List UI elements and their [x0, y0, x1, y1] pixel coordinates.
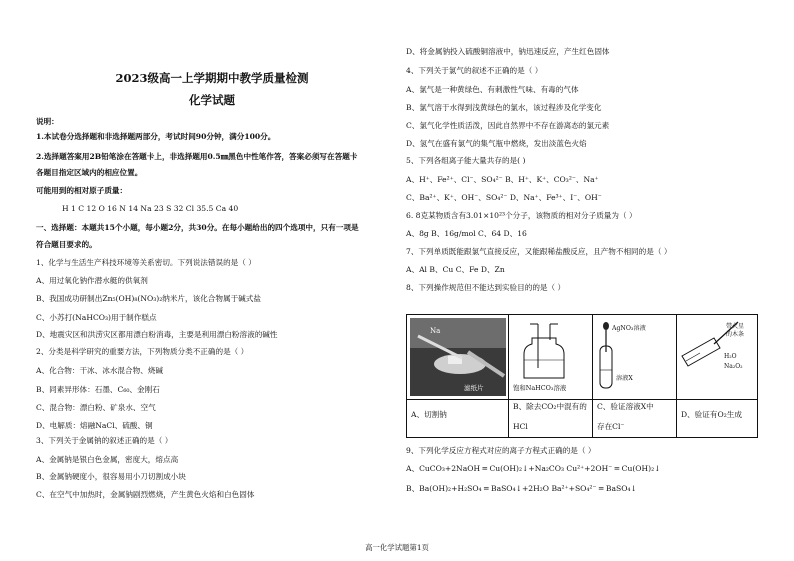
sodium-label: Na	[430, 327, 441, 335]
question-3-option-b: B、金属钠硬度小，很容易用小刀切割成小块	[36, 472, 186, 481]
note-1: 1.本试卷分选择题和非选择题两部分，考试时间90分钟，满分100分。	[36, 132, 276, 141]
question-4-option-c: C、氯气化学性质活泼，因此自然界中不存在游离态的氯元素	[406, 121, 610, 130]
page-footer: 高一化学试题第1页	[365, 543, 429, 552]
table-column-b	[509, 315, 593, 437]
question-1: 1、化学与生活生产科技环境等关系密切。下列说法错误的是（ ）	[36, 258, 256, 267]
atomic-masses: H 1 C 12 O 16 N 14 Na 23 S 32 Cl 35.5 Ca 40	[62, 204, 239, 213]
question-2-option-c: C、混合物：漂白粉、矿泉水、空气	[36, 403, 156, 412]
question-2-option-d: D、电解质：熔融NaCl、硫酸、铜	[36, 421, 153, 430]
question-6: 6. 8克某物质含有3.01×10²³个分子，该物质的相对分子质量为（ ）	[406, 211, 637, 220]
question-3-option-a: A、金属钠是银白色金属，密度大，熔点高	[36, 455, 179, 464]
question-5-options-ab: A、H⁺、Fe²⁺、Cl⁻、SO₄²⁻ B、H⁺、K⁺、CO₃²⁻、Na⁺	[406, 175, 599, 184]
sodium-peroxide-label: Na₂O₂	[724, 363, 743, 370]
question-9-option-b: B、Ba(OH)₂+H₂SO₄ ═ BaSO₄↓+2H₂O Ba²⁺+SO₄²⁻ ═ BaSO₄↓	[406, 484, 637, 493]
nahco3-solution-label: 饱和NaHCO₃溶液	[513, 384, 567, 392]
question-3: 3、下列关于金属钠的叙述正确的是（ ）	[36, 436, 173, 445]
silver-nitrate-label: AgNO₃溶液	[612, 325, 646, 332]
note-2a: 2.选择题答案用2B铅笔涂在答题卡上，非选择题用0.5㎜黑色中性笔作答，答案必须写在答题卡	[36, 152, 358, 161]
question-5: 5、下列各组离子能大量共存的是( )	[406, 156, 526, 165]
gas-washing-bottle-diagram	[510, 316, 592, 398]
question-5-options-cd: C、Ba²⁺、K⁺、OH⁻、SO₄²⁻ D、Na⁺、Fe³⁺、I⁻、OH⁻	[406, 193, 602, 202]
oxygen-test-diagram	[678, 316, 756, 398]
question-1-option-c: C、小苏打(NaHCO₃)用于制作糕点	[36, 313, 157, 322]
filter-paper-label: 滤纸片	[464, 384, 484, 392]
question-7: 7、下列单质既能跟氯气直接反应，又能跟稀盐酸反应，且产物不相同的是（ ）	[406, 247, 672, 256]
question-4-option-d: D、氢气在盛有氯气的集气瓶中燃烧，发出淡蓝色火焰	[406, 139, 587, 148]
solution-x-label: 溶液X	[616, 375, 633, 382]
question-4-option-a: A、氯气是一种黄绿色、有刺激性气味、有毒的气体	[406, 85, 579, 94]
water-label: H₂O	[724, 353, 737, 360]
question-3-option-c: C、在空气中加热时，金属钠剧烈燃烧，产生黄色火焰和白色固体	[36, 490, 255, 499]
question-2-option-a: A、化合物：干冰、冰水混合物、烧碱	[36, 366, 163, 375]
caption-d: D、验证有O₂生成	[681, 410, 742, 419]
caption-c-line1: C、验证溶液X中	[597, 402, 654, 411]
dropper-test-tube-diagram	[594, 316, 676, 398]
notes-label: 说明：	[36, 117, 59, 126]
section-1-header-a: 一、选择题：本题共15个小题，每小题2分，共30分。在每小题给出的四个选项中，只有一项是	[36, 223, 359, 232]
question-2-option-b: B、同素异形体：石墨、C₆₀、金刚石	[36, 385, 160, 394]
question-8-table	[406, 314, 758, 438]
mass-label: 可能用到的相对原子质量：	[36, 186, 128, 195]
question-6-options: A、8g B、16g/mol C、64 D、16	[406, 229, 527, 238]
question-3-option-d: D、将金属钠投入硫酸铜溶液中，钠迅速反应，产生红色固体	[406, 47, 610, 56]
table-column-c	[593, 315, 677, 437]
question-8: 8、下列操作规范但不能达到实验目的的是（ ）	[406, 283, 566, 292]
section-1-header-b: 符合题目要求的。	[36, 240, 97, 249]
question-9-option-a: A、CuCO₃+2NaOH ═ Cu(OH)₂↓+Na₂CO₃ Cu²⁺+2OH⁻ ═ Cu(OH)₂↓	[406, 464, 661, 473]
caption-b-line2: HCl	[513, 422, 528, 431]
question-9: 9、下列化学反应方程式对应的离子方程式正确的是（ ）	[406, 446, 596, 455]
note-2b: 各题目指定区域内的相应位置。	[36, 168, 143, 177]
question-1-option-b: B、我国成功研制出Zn₅(OH)₈(NO₃)₂纳米片，该化合物属于碱式盐	[36, 294, 261, 303]
caption-b-line1: B、除去CO₂中混有的	[513, 402, 587, 411]
caption-a: A、切割钠	[411, 410, 447, 419]
caption-c-line2: 存在Cl⁻	[597, 422, 625, 431]
question-1-option-d: D、地震灾区和洪涝灾区都用漂白粉消毒，主要是利用漂白粉溶液的碱性	[36, 330, 278, 339]
glowing-splint-label: 带火星	[726, 323, 745, 330]
question-4-option-b: B、氯气溶于水得到浅黄绿色的氯水，该过程涉及化学变化	[406, 103, 602, 112]
question-1-option-a: A、用过氧化钠作潜水艇的供氧剂	[36, 276, 148, 285]
exam-title: 2023级高一上学期期中教学质量检测	[115, 71, 309, 85]
question-2: 2、分类是科学研究的重要方法，下列物质分类不正确的是（ ）	[36, 347, 249, 356]
exam-subtitle: 化学试题	[189, 93, 235, 107]
question-7-options: A、Al B、Cu C、Fe D、Zn	[406, 265, 505, 274]
glowing-splint-label-2: 的木条	[726, 331, 745, 338]
question-4: 4、下列关于氯气的叙述不正确的是（ ）	[406, 66, 543, 75]
table-column-a	[407, 315, 509, 437]
table-column-d	[677, 315, 757, 437]
cutting-sodium-photo	[408, 316, 508, 398]
